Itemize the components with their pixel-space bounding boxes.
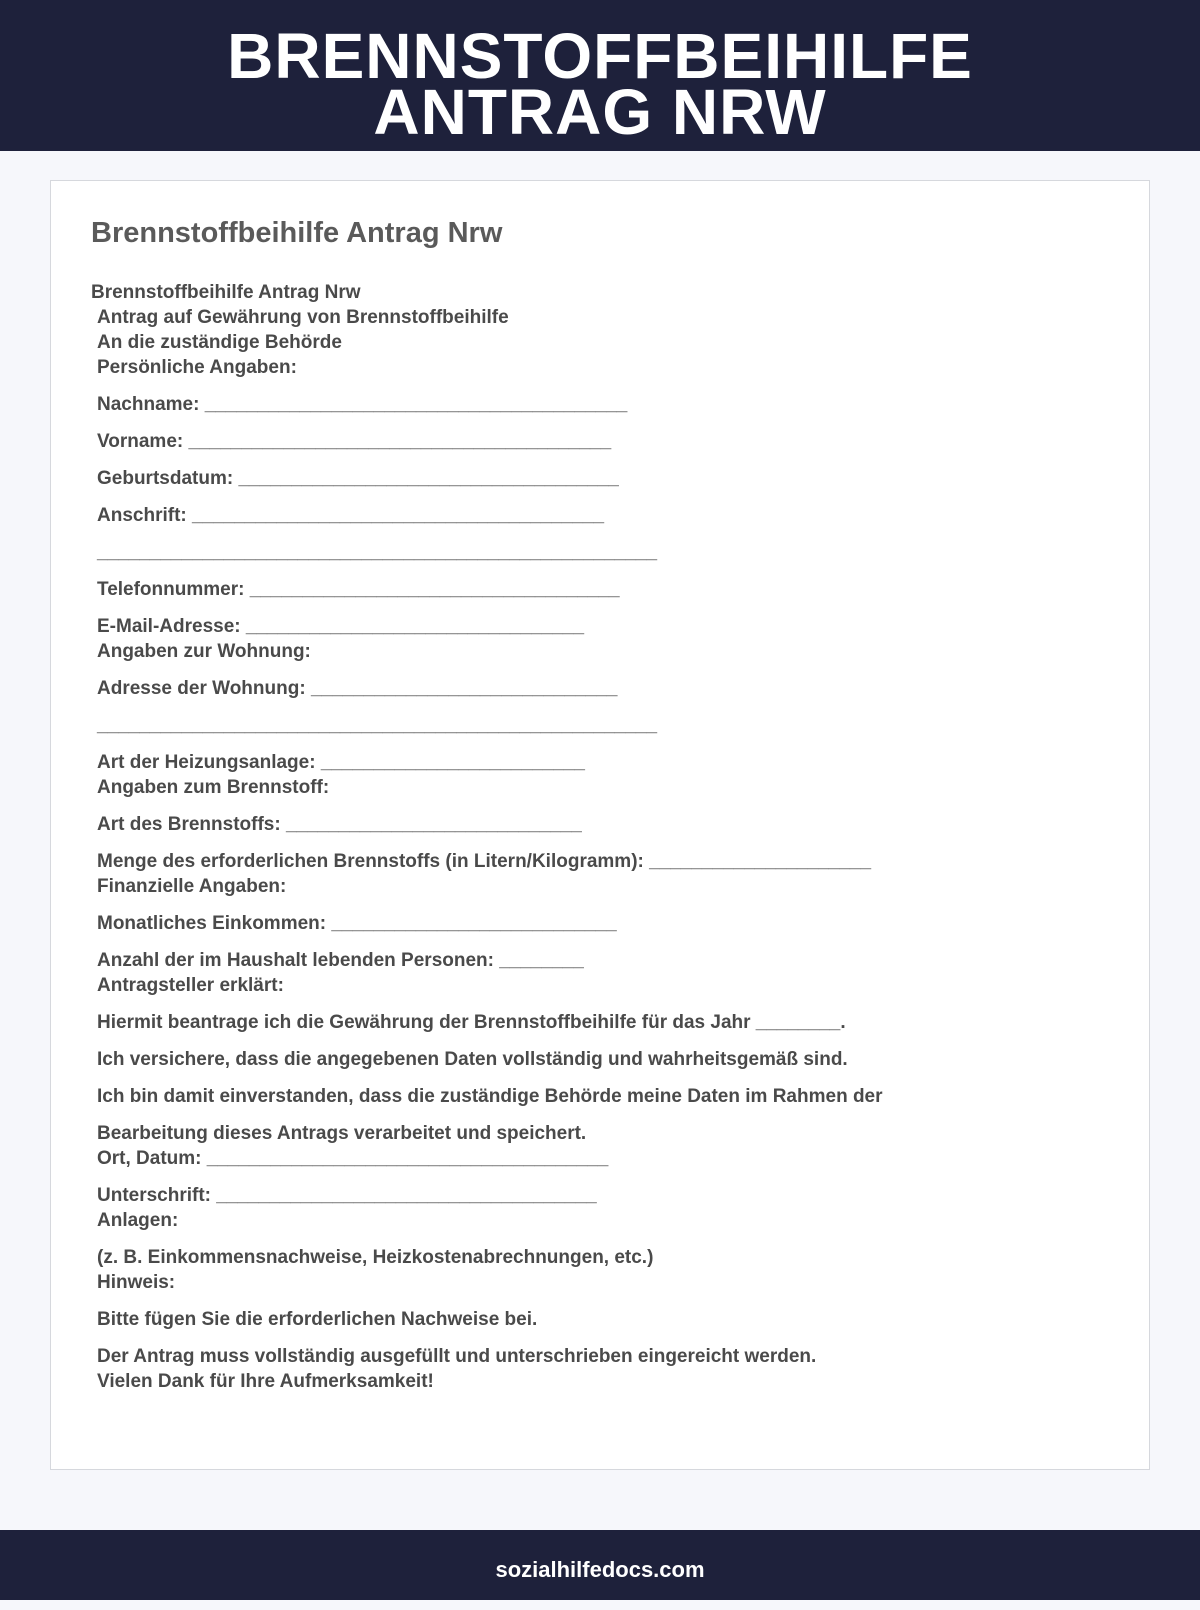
section-fuel: Angaben zum Brennstoff: [97, 777, 330, 798]
notice-attach-proofs: Bitte fügen Sie die erforderlichen Nachweise bei. [97, 1309, 538, 1330]
field-email: E-Mail-Adresse: ________________________________ [97, 616, 585, 637]
section-financial: Finanzielle Angaben: [97, 876, 287, 897]
field-phone: Telefonnummer: ___________________________________ [97, 579, 620, 600]
header-title-line-1: BRENNSTOFFBEIHILFE [227, 20, 973, 92]
closing-thanks: Vielen Dank für Ihre Aufmerksamkeit! [97, 1371, 434, 1392]
field-apartment-address-continued: _____________________________________________________ [97, 715, 658, 736]
section-apartment: Angaben zur Wohnung: [97, 641, 311, 662]
header-title-line-2: ANTRAG NRW [373, 76, 827, 148]
field-birth-date: Geburtsdatum: ____________________________________ [97, 468, 619, 489]
declaration-truthful: Ich versichere, dass die angegebenen Daten vollständig und wahrheitsgemäß sind. [97, 1049, 848, 1070]
field-fuel-quantity: Menge des erforderlichen Brennstoffs (in Litern/Kilogramm): _____________________ [97, 851, 872, 872]
field-last-name: Nachname: ________________________________________ [97, 394, 628, 415]
footer-site-link[interactable]: sozialhilfedocs.com [495, 1557, 705, 1582]
section-notice: Hinweis: [97, 1272, 176, 1293]
body-heading: Brennstoffbeihilfe Antrag Nrw [91, 282, 361, 303]
notice-complete-signed: Der Antrag muss vollständig ausgefüllt und unterschrieben eingereicht werden. [97, 1346, 817, 1367]
section-personal-data: Persönliche Angaben: [97, 357, 297, 378]
document-card [50, 180, 1150, 1470]
field-household-size: Anzahl der im Haushalt lebenden Personen: ________ [97, 950, 584, 971]
page-header [0, 0, 1200, 151]
field-fuel-type: Art des Brennstoffs: ____________________________ [97, 814, 582, 835]
field-address-continued: _____________________________________________________ [97, 542, 658, 563]
field-monthly-income: Monatliches Einkommen: ___________________________ [97, 913, 617, 934]
declaration-request-year: Hiermit beantrage ich die Gewährung der Brennstoffbeihilfe für das Jahr ________. [97, 1012, 846, 1033]
field-signature: Unterschrift: ____________________________________ [97, 1185, 597, 1206]
page-footer [0, 1530, 1200, 1600]
attachments-examples: (z. B. Einkommensnachweise, Heizkostenabrechnungen, etc.) [97, 1247, 654, 1268]
body-line-application: Antrag auf Gewährung von Brennstoffbeihilfe [97, 307, 509, 328]
document-title: Brennstoffbeihilfe Antrag Nrw [91, 217, 503, 249]
field-first-name: Vorname: ________________________________________ [97, 431, 612, 452]
field-heating-system: Art der Heizungsanlage: _________________________ [97, 752, 585, 773]
field-place-date: Ort, Datum: ______________________________________ [97, 1148, 609, 1169]
field-apartment-address: Adresse der Wohnung: _____________________________ [97, 678, 618, 699]
declaration-consent-continued: Bearbeitung dieses Antrags verarbeitet und speichert. [97, 1123, 587, 1144]
declaration-consent: Ich bin damit einverstanden, dass die zuständige Behörde meine Daten im Rahmen der [97, 1086, 883, 1107]
field-address: Anschrift: _______________________________________ [97, 505, 605, 526]
document-body [91, 280, 1111, 1394]
body-line-authority: An die zuständige Behörde [97, 332, 342, 353]
section-declaration: Antragsteller erklärt: [97, 975, 284, 996]
section-attachments: Anlagen: [97, 1210, 179, 1231]
